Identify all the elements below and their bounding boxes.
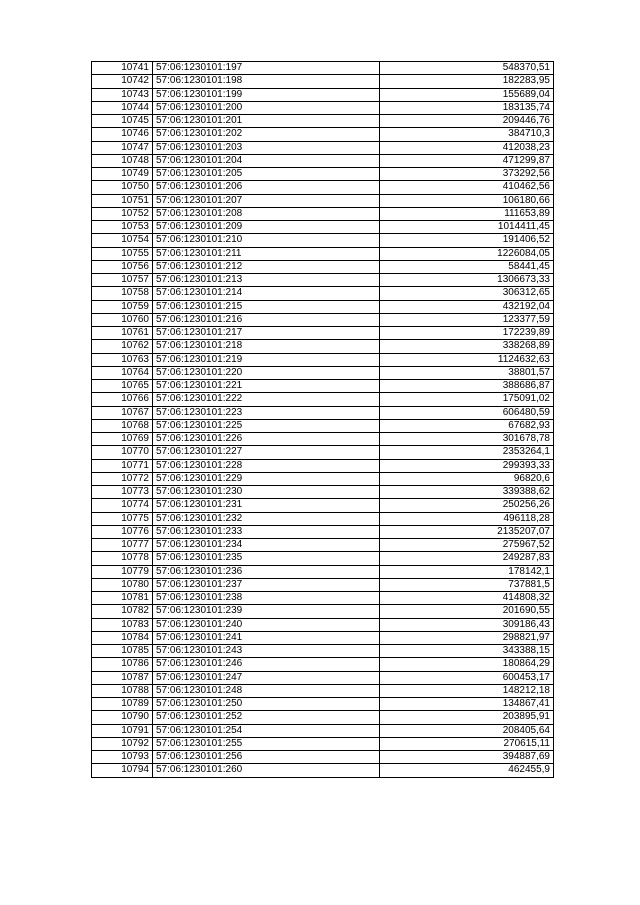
value-cell: 414808,32 [380, 592, 554, 605]
row-number-cell: 10775 [92, 512, 153, 525]
value-cell: 2135207,07 [380, 525, 554, 538]
row-number-cell: 10784 [92, 631, 153, 644]
value-cell: 106180,66 [380, 194, 554, 207]
cadastral-number-cell: 57:06:1230101:232 [153, 512, 380, 525]
cadastral-number-cell: 57:06:1230101:226 [153, 433, 380, 446]
cadastral-number-cell: 57:06:1230101:210 [153, 234, 380, 247]
table-row [92, 300, 554, 313]
value-cell: 172239,89 [380, 327, 554, 340]
cadastral-number-cell: 57:06:1230101:209 [153, 221, 380, 234]
value-cell: 737881,5 [380, 578, 554, 591]
value-cell: 343388,15 [380, 645, 554, 658]
cadastral-number-cell: 57:06:1230101:255 [153, 737, 380, 750]
row-number-cell: 10792 [92, 737, 153, 750]
table-row [92, 353, 554, 366]
row-number-cell: 10750 [92, 181, 153, 194]
value-cell: 339388,62 [380, 486, 554, 499]
value-cell: 1124632,63 [380, 353, 554, 366]
value-cell: 250256,26 [380, 499, 554, 512]
value-cell: 606480,59 [380, 406, 554, 419]
value-cell: 208405,64 [380, 724, 554, 737]
cadastral-number-cell: 57:06:1230101:205 [153, 168, 380, 181]
cadastral-number-cell: 57:06:1230101:248 [153, 684, 380, 697]
table-row [92, 75, 554, 88]
table-row [92, 128, 554, 141]
value-cell: 412038,23 [380, 141, 554, 154]
row-number-cell: 10760 [92, 313, 153, 326]
row-number-cell: 10774 [92, 499, 153, 512]
cadastral-number-cell: 57:06:1230101:250 [153, 698, 380, 711]
table-row [92, 274, 554, 287]
row-number-cell: 10779 [92, 565, 153, 578]
table-row [92, 486, 554, 499]
value-cell: 201690,55 [380, 605, 554, 618]
row-number-cell: 10756 [92, 260, 153, 273]
table-row [92, 419, 554, 432]
cadastral-number-cell: 57:06:1230101:230 [153, 486, 380, 499]
cadastral-number-cell: 57:06:1230101:240 [153, 618, 380, 631]
row-number-cell: 10776 [92, 525, 153, 538]
table-row [92, 313, 554, 326]
cadastral-number-cell: 57:06:1230101:198 [153, 75, 380, 88]
cadastral-number-cell: 57:06:1230101:223 [153, 406, 380, 419]
row-number-cell: 10791 [92, 724, 153, 737]
value-cell: 548370,51 [380, 62, 554, 75]
value-cell: 301678,78 [380, 433, 554, 446]
value-cell: 67682,93 [380, 419, 554, 432]
row-number-cell: 10748 [92, 154, 153, 167]
value-cell: 471299,87 [380, 154, 554, 167]
value-cell: 111653,89 [380, 207, 554, 220]
table-row [92, 154, 554, 167]
value-cell: 203895,91 [380, 711, 554, 724]
value-cell: 155689,04 [380, 88, 554, 101]
cadastral-number-cell: 57:06:1230101:227 [153, 446, 380, 459]
table-row [92, 605, 554, 618]
row-number-cell: 10789 [92, 698, 153, 711]
value-cell: 180864,29 [380, 658, 554, 671]
row-number-cell: 10761 [92, 327, 153, 340]
value-cell: 309186,43 [380, 618, 554, 631]
table-row [92, 393, 554, 406]
cadastral-number-cell: 57:06:1230101:260 [153, 764, 380, 777]
table-row [92, 658, 554, 671]
table-row [92, 525, 554, 538]
table-row [92, 88, 554, 101]
row-number-cell: 10751 [92, 194, 153, 207]
row-number-cell: 10771 [92, 459, 153, 472]
cadastral-number-cell: 57:06:1230101:204 [153, 154, 380, 167]
cadastral-number-cell: 57:06:1230101:231 [153, 499, 380, 512]
table-row [92, 207, 554, 220]
cadastral-number-cell: 57:06:1230101:220 [153, 366, 380, 379]
cadastral-number-cell: 57:06:1230101:234 [153, 539, 380, 552]
table-row [92, 141, 554, 154]
value-cell: 38801,57 [380, 366, 554, 379]
cadastral-number-cell: 57:06:1230101:236 [153, 565, 380, 578]
row-number-cell: 10778 [92, 552, 153, 565]
table-row [92, 101, 554, 114]
row-number-cell: 10781 [92, 592, 153, 605]
cadastral-number-cell: 57:06:1230101:202 [153, 128, 380, 141]
row-number-cell: 10790 [92, 711, 153, 724]
cadastral-number-cell: 57:06:1230101:213 [153, 274, 380, 287]
table-row [92, 62, 554, 75]
cadastral-number-cell: 57:06:1230101:256 [153, 751, 380, 764]
value-cell: 600453,17 [380, 671, 554, 684]
row-number-cell: 10763 [92, 353, 153, 366]
row-number-cell: 10745 [92, 115, 153, 128]
cadastral-number-cell: 57:06:1230101:254 [153, 724, 380, 737]
cadastral-number-cell: 57:06:1230101:219 [153, 353, 380, 366]
table-row [92, 631, 554, 644]
table-row [92, 751, 554, 764]
table-row [92, 194, 554, 207]
value-cell: 299393,33 [380, 459, 554, 472]
row-number-cell: 10765 [92, 380, 153, 393]
cadastral-number-cell: 57:06:1230101:237 [153, 578, 380, 591]
cadastral-value-table [91, 61, 554, 778]
value-cell: 410462,56 [380, 181, 554, 194]
table-row [92, 327, 554, 340]
table-row [92, 565, 554, 578]
row-number-cell: 10770 [92, 446, 153, 459]
value-cell: 462455,9 [380, 764, 554, 777]
cadastral-number-cell: 57:06:1230101:225 [153, 419, 380, 432]
row-number-cell: 10743 [92, 88, 153, 101]
value-cell: 178142,1 [380, 565, 554, 578]
value-cell: 1226084,05 [380, 247, 554, 260]
cadastral-number-cell: 57:06:1230101:215 [153, 300, 380, 313]
table-row [92, 221, 554, 234]
table-row [92, 592, 554, 605]
row-number-cell: 10769 [92, 433, 153, 446]
row-number-cell: 10752 [92, 207, 153, 220]
value-cell: 306312,65 [380, 287, 554, 300]
table-row [92, 433, 554, 446]
table-row [92, 724, 554, 737]
table-row [92, 671, 554, 684]
value-cell: 432192,04 [380, 300, 554, 313]
cadastral-number-cell: 57:06:1230101:217 [153, 327, 380, 340]
value-cell: 148212,18 [380, 684, 554, 697]
cadastral-number-cell: 57:06:1230101:233 [153, 525, 380, 538]
row-number-cell: 10755 [92, 247, 153, 260]
cadastral-number-cell: 57:06:1230101:201 [153, 115, 380, 128]
row-number-cell: 10772 [92, 472, 153, 485]
value-cell: 183135,74 [380, 101, 554, 114]
table-row [92, 287, 554, 300]
value-cell: 384710,3 [380, 128, 554, 141]
row-number-cell: 10758 [92, 287, 153, 300]
row-number-cell: 10785 [92, 645, 153, 658]
row-number-cell: 10782 [92, 605, 153, 618]
value-cell: 58441,45 [380, 260, 554, 273]
cadastral-number-cell: 57:06:1230101:207 [153, 194, 380, 207]
cadastral-number-cell: 57:06:1230101:208 [153, 207, 380, 220]
value-cell: 373292,56 [380, 168, 554, 181]
cadastral-number-cell: 57:06:1230101:238 [153, 592, 380, 605]
value-cell: 1014411,45 [380, 221, 554, 234]
table-row [92, 539, 554, 552]
row-number-cell: 10747 [92, 141, 153, 154]
cadastral-number-cell: 57:06:1230101:229 [153, 472, 380, 485]
row-number-cell: 10754 [92, 234, 153, 247]
value-cell: 123377,59 [380, 313, 554, 326]
row-number-cell: 10786 [92, 658, 153, 671]
table-row [92, 578, 554, 591]
table-row [92, 618, 554, 631]
table-row [92, 234, 554, 247]
value-cell: 134867,41 [380, 698, 554, 711]
cadastral-number-cell: 57:06:1230101:216 [153, 313, 380, 326]
table-row [92, 446, 554, 459]
row-number-cell: 10759 [92, 300, 153, 313]
row-number-cell: 10780 [92, 578, 153, 591]
row-number-cell: 10787 [92, 671, 153, 684]
value-cell: 182283,95 [380, 75, 554, 88]
table-row [92, 115, 554, 128]
table-row [92, 472, 554, 485]
table-row [92, 406, 554, 419]
cadastral-number-cell: 57:06:1230101:206 [153, 181, 380, 194]
value-cell: 394887,69 [380, 751, 554, 764]
row-number-cell: 10777 [92, 539, 153, 552]
cadastral-number-cell: 57:06:1230101:246 [153, 658, 380, 671]
value-cell: 96820,6 [380, 472, 554, 485]
row-number-cell: 10788 [92, 684, 153, 697]
table-row [92, 499, 554, 512]
value-cell: 496118,28 [380, 512, 554, 525]
table-row [92, 552, 554, 565]
value-cell: 1306673,33 [380, 274, 554, 287]
cadastral-number-cell: 57:06:1230101:252 [153, 711, 380, 724]
table-row [92, 247, 554, 260]
row-number-cell: 10764 [92, 366, 153, 379]
row-number-cell: 10773 [92, 486, 153, 499]
cadastral-number-cell: 57:06:1230101:199 [153, 88, 380, 101]
table-row [92, 260, 554, 273]
value-cell: 388686,87 [380, 380, 554, 393]
table-row [92, 340, 554, 353]
table-row [92, 645, 554, 658]
table-row [92, 366, 554, 379]
row-number-cell: 10793 [92, 751, 153, 764]
cadastral-number-cell: 57:06:1230101:235 [153, 552, 380, 565]
row-number-cell: 10768 [92, 419, 153, 432]
cadastral-number-cell: 57:06:1230101:218 [153, 340, 380, 353]
row-number-cell: 10757 [92, 274, 153, 287]
table-row [92, 764, 554, 777]
row-number-cell: 10744 [92, 101, 153, 114]
value-cell: 191406,52 [380, 234, 554, 247]
table-row [92, 711, 554, 724]
value-cell: 338268,89 [380, 340, 554, 353]
cadastral-number-cell: 57:06:1230101:243 [153, 645, 380, 658]
table-row [92, 181, 554, 194]
table-row [92, 512, 554, 525]
cadastral-number-cell: 57:06:1230101:221 [153, 380, 380, 393]
table-row [92, 698, 554, 711]
row-number-cell: 10783 [92, 618, 153, 631]
cadastral-number-cell: 57:06:1230101:222 [153, 393, 380, 406]
cadastral-number-cell: 57:06:1230101:203 [153, 141, 380, 154]
table-row [92, 684, 554, 697]
value-cell: 275967,52 [380, 539, 554, 552]
value-cell: 249287,83 [380, 552, 554, 565]
value-cell: 209446,76 [380, 115, 554, 128]
cadastral-number-cell: 57:06:1230101:200 [153, 101, 380, 114]
cadastral-number-cell: 57:06:1230101:247 [153, 671, 380, 684]
cadastral-number-cell: 57:06:1230101:239 [153, 605, 380, 618]
cadastral-number-cell: 57:06:1230101:212 [153, 260, 380, 273]
table-body [92, 62, 554, 778]
table-row [92, 459, 554, 472]
row-number-cell: 10762 [92, 340, 153, 353]
value-cell: 270615,11 [380, 737, 554, 750]
row-number-cell: 10746 [92, 128, 153, 141]
value-cell: 2353264,1 [380, 446, 554, 459]
row-number-cell: 10767 [92, 406, 153, 419]
row-number-cell: 10742 [92, 75, 153, 88]
value-cell: 175091,02 [380, 393, 554, 406]
row-number-cell: 10741 [92, 62, 153, 75]
cadastral-number-cell: 57:06:1230101:228 [153, 459, 380, 472]
cadastral-number-cell: 57:06:1230101:214 [153, 287, 380, 300]
table-row [92, 737, 554, 750]
row-number-cell: 10766 [92, 393, 153, 406]
value-cell: 298821,97 [380, 631, 554, 644]
row-number-cell: 10753 [92, 221, 153, 234]
row-number-cell: 10794 [92, 764, 153, 777]
table-row [92, 168, 554, 181]
table-row [92, 380, 554, 393]
cadastral-number-cell: 57:06:1230101:197 [153, 62, 380, 75]
cadastral-number-cell: 57:06:1230101:241 [153, 631, 380, 644]
row-number-cell: 10749 [92, 168, 153, 181]
cadastral-number-cell: 57:06:1230101:211 [153, 247, 380, 260]
